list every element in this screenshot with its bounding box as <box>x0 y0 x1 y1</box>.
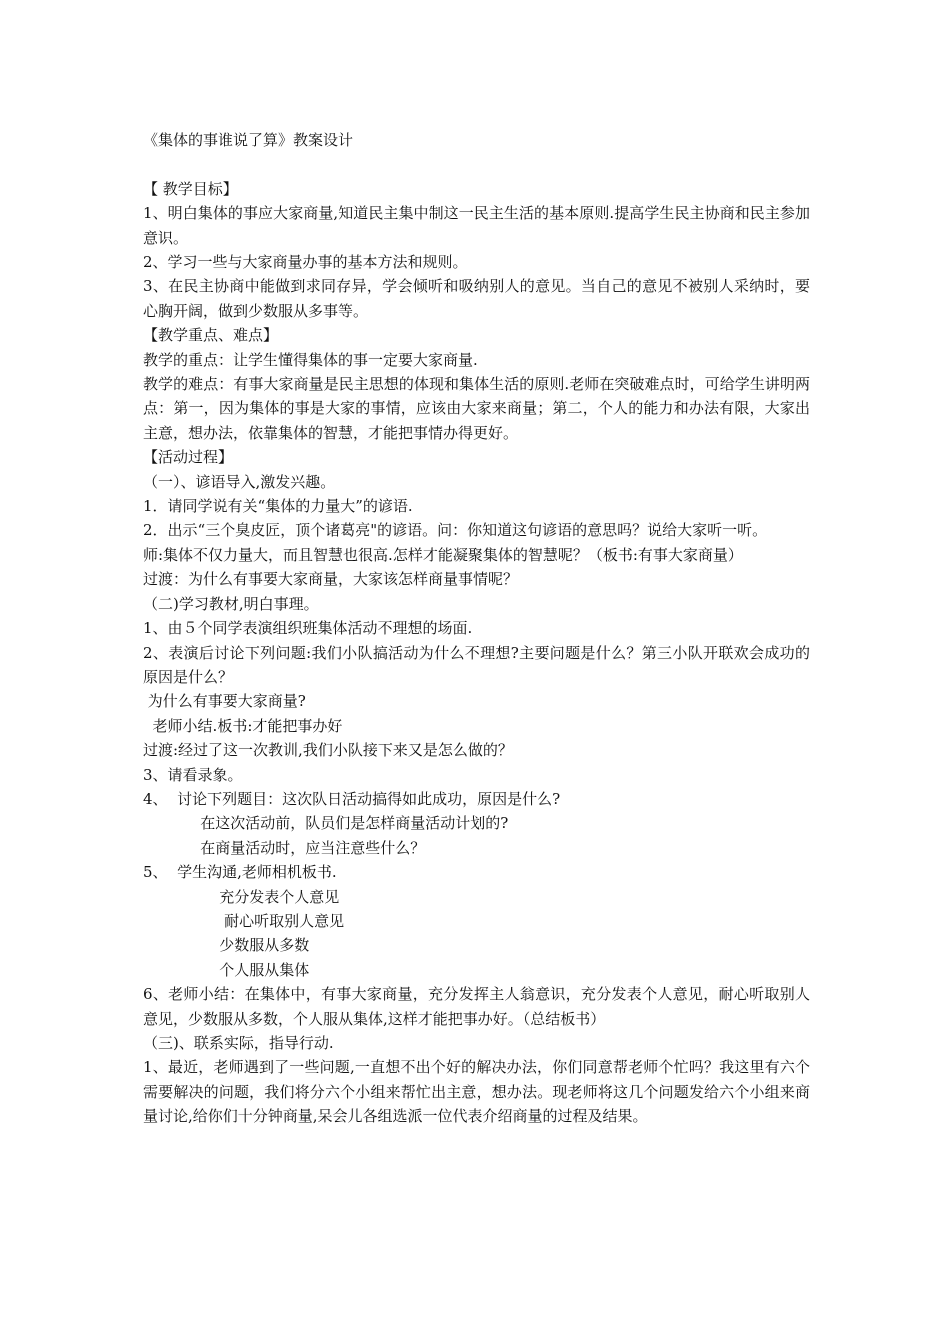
paragraph: 1、明白集体的事应大家商量,知道民主集中制这一民主生活的基本原则.提高学生民主协商和民主参加意识。 <box>143 204 810 247</box>
paragraph: 3、请看录象。 <box>143 765 243 784</box>
paragraph: 老师小结.板书:才能把事办好 <box>143 716 343 735</box>
subsection-heading: （二)学习教材,明白事理。 <box>143 594 319 613</box>
paragraph: 1、最近，老师遇到了一些问题,一直想不出个好的解决办法，你们同意帮老师个忙吗？我这里有六个需要解决的问题，我们将分六个小组来帮忙出主意，想办法。现老师将这几个问题发给六个小组来商量讨论,给你们十分钟商量,呆会儿各组选派一位代表介绍商量的过程及结果。 <box>143 1058 810 1126</box>
paragraph: 6、老师小结：在集体中，有事大家商量，充分发挥主人翁意识，充分发表个人意见，耐心听取别人意见，少数服从多数，个人服从集体,这样才能把事办好。（总结板书） <box>143 985 810 1028</box>
paragraph: 1、由５个同学表演组织班集体活动不理想的场面. <box>143 619 473 638</box>
paragraph: 2．出示“三个臭皮匠，顶个诸葛亮"的谚语。问：你知道这句谚语的意思吗？说给大家听一听。 <box>143 521 768 540</box>
document-body <box>143 128 810 1129</box>
paragraph: 过渡:经过了这一次教训,我们小队接下来又是怎么做的？ <box>143 741 513 760</box>
section-heading-process: 【活动过程】 <box>143 448 234 467</box>
paragraph: 4、 讨论下列题目：这次队日活动搞得如此成功，原因是什么? <box>143 789 561 808</box>
subsection-heading: （一）、谚语导入,激发兴趣。 <box>143 472 336 491</box>
board-item: 少数服从多数 <box>143 936 310 955</box>
paragraph: 在这次活动前，队员们是怎样商量活动计划的? <box>143 814 509 833</box>
paragraph: 2、表演后讨论下列问题:我们小队搞活动为什么不理想?主要问题是什么？第三小队开联欢会成功的原因是什么？ <box>143 643 810 686</box>
paragraph: 2、学习一些与大家商量办事的基本方法和规则。 <box>143 253 468 272</box>
paragraph: 师:集体不仅力量大，而且智慧也很高.怎样才能凝聚集体的智慧呢？（板书:有事大家商量） <box>143 545 743 564</box>
document-title: 《集体的事谁说了算》教案设计 <box>143 131 354 149</box>
paragraph: 过渡：为什么有事要大家商量，大家该怎样商量事情呢？ <box>143 570 519 589</box>
board-item: 耐心听取别人意见 <box>143 911 345 930</box>
paragraph: 3、在民主协商中能做到求同存异，学会倾听和吸纳别人的意见。当自己的意见不被别人采纳时，要心胸开阔，做到少数服从多事等。 <box>143 277 810 320</box>
subsection-heading: （三)、联系实际，指导行动. <box>143 1034 334 1053</box>
paragraph: 教学的重点：让学生懂得集体的事一定要大家商量. <box>143 350 478 369</box>
section-heading-key-points: 【教学重点、难点】 <box>143 326 279 345</box>
board-item: 个人服从集体 <box>143 960 310 979</box>
board-item: 充分发表个人意见 <box>143 887 340 906</box>
paragraph: 5、 学生沟通,老师相机板书. <box>143 863 337 882</box>
paragraph: 在商量活动时，应当注意些什么？ <box>143 838 426 857</box>
paragraph: 为什么有事要大家商量? <box>143 692 306 711</box>
section-heading-objectives: 【 教学目标】 <box>143 179 238 198</box>
paragraph: 教学的难点：有事大家商量是民主思想的体现和集体生活的原则.老师在突破难点时，可给学生讲明两点：第一，因为集体的事是大家的事情，应该由大家来商量；第二，个人的能力和办法有限，大家出主意，想办法，依靠集体的智慧，才能把事情办得更好。 <box>143 375 810 442</box>
paragraph: 1．请同学说有关“集体的力量大”的谚语. <box>143 497 413 516</box>
